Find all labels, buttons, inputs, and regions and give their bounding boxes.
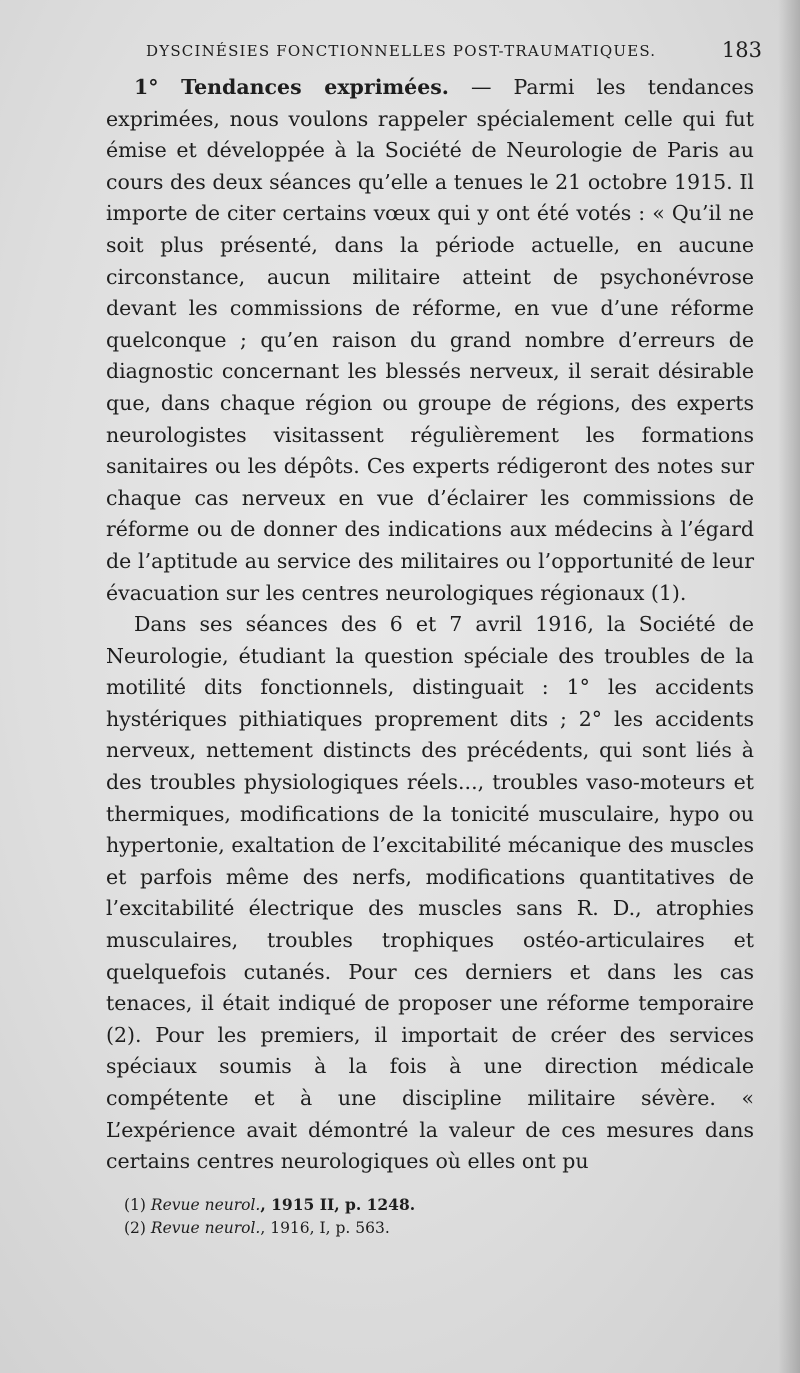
footnote-marker: (1): [124, 1196, 146, 1214]
page-edge-shadow: [778, 0, 800, 1373]
paragraph-1: [106, 72, 754, 609]
running-head-title: DYSCINÉSIES FONCTIONNELLES POST-TRAUMATIQUES.: [146, 42, 657, 60]
footnote-journal: Revue neurol.: [150, 1196, 261, 1214]
section-heading: 1° Tendances exprimées.: [134, 75, 449, 99]
footnotes: [124, 1193, 724, 1240]
body-text: [106, 72, 754, 1178]
footnote-1: [124, 1193, 724, 1217]
paragraph-2: Dans ses séances des 6 et 7 avril 1916, la Société de Neurologie, étudiant la question spéciale des troubles de la motilité dits fonctionnels, distinguait : 1° les accidents hystériques pithiatiques proprement dits ; 2° les accidents nerveux, nettement distincts des précédents, qui sont liés à des troubles physiologiques réels..., troubles vaso-moteurs et thermiques, modifications de la tonicité musculaire, hypo ou hypertonie, exaltation de l’excitabilité mécanique des muscles et parfois même des nerfs, modifications quantitatives de l’excitabilité électrique des muscles sans R. D., atrophies musculaires, troubles trophiques ostéo-articulaires et quelquefois cutanés. Pour ces derniers et dans les cas tenaces, il était indiqué de proposer une réforme temporaire (2). Pour les premiers, il importait de créer des services spéciaux soumis à la fois à une direction médicale compétente et à une discipline militaire sévère. « L’expérience avait démontré la valeur de ces mesures dans certains centres neurologiques où elles ont pu: [106, 612, 754, 1174]
footnote-reference: , 1915 II, p. 1248.: [260, 1195, 416, 1214]
page-number: 183: [721, 38, 762, 62]
footnote-reference: , 1916, I, p. 563.: [260, 1219, 390, 1237]
running-head: [146, 38, 786, 66]
footnote-2: [124, 1217, 724, 1240]
footnote-journal: Revue neurol.: [150, 1219, 261, 1237]
footnote-marker: (2): [124, 1219, 146, 1237]
paragraph-1-text: — Parmi les tendances exprimées, nous voulons rappeler spécialement celle qui fut émise et développée à la Société de Neurologie de Paris au cours des deux séances qu’elle a tenues le 21 octobre 1915. Il importe de citer certains vœux qui y ont été votés : « Qu’il ne soit plus présenté, dans la période actuelle, en aucune circonstance, aucun militaire atteint de psychonévrose devant les commissions de réforme, en vue d’une réforme quelconque ; qu’en raison du grand nombre d’erreurs de diagnostic concernant les blessés nerveux, il serait désirable que, dans chaque région ou groupe de régions, des experts neurologistes visitassent régulièrement les formations sanitaires ou les dépôts. Ces experts rédigeront des notes sur chaque cas nerveux en vue d’éclairer les commissions de réforme ou de donner des indications aux médecins à l’égard de l’aptitude au service des militaires ou l’opportunité de leur évacuation sur les centres neurologiques régionaux (1).: [106, 75, 754, 605]
